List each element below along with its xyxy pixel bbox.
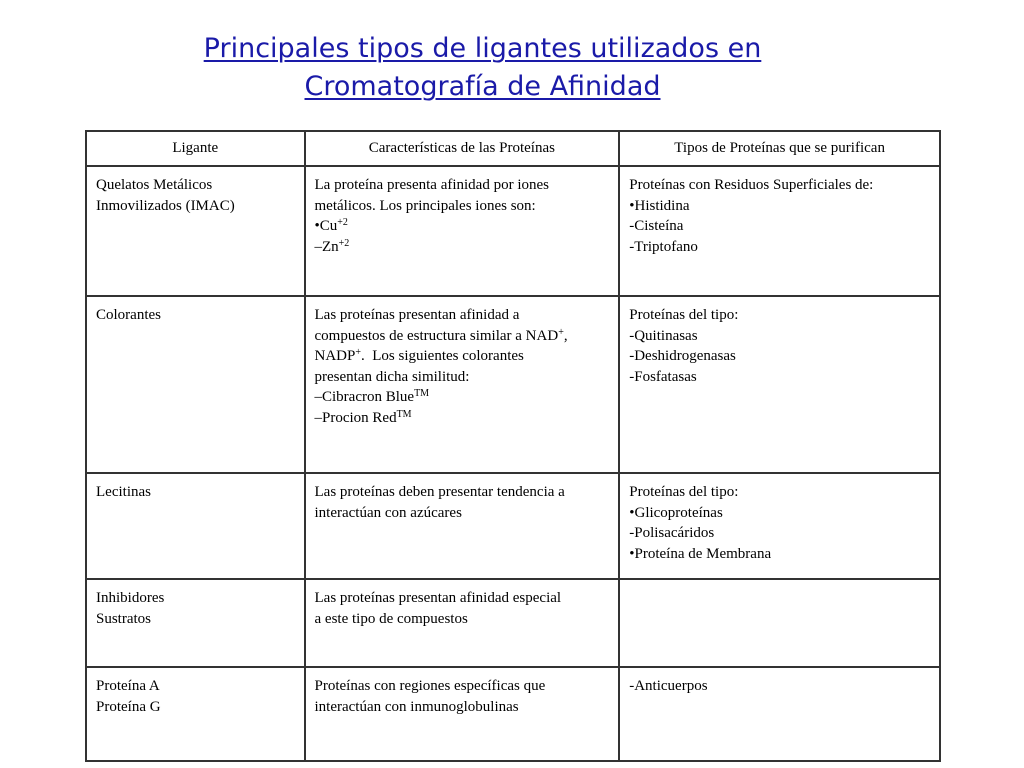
- cell-line: Proteínas con Residuos Superficiales de:: [629, 177, 874, 193]
- title-line-1: Principales tipos de ligantes utilizados en: [203, 33, 762, 64]
- ion-item: [315, 216, 610, 237]
- dye-name: –Cibracron Blue: [314, 389, 415, 405]
- cell-line: -Deshidrogenasas: [629, 348, 736, 364]
- cell-line: Proteínas del tipo:: [629, 484, 739, 500]
- cell-line: metálicos. Los principales iones son:: [314, 197, 536, 214]
- dye-item: [315, 387, 610, 408]
- cell-line: [315, 346, 610, 367]
- table-row: [86, 667, 940, 761]
- text-fragment: ,: [563, 327, 568, 344]
- table-row: [86, 473, 940, 579]
- cell-ligante: [86, 473, 305, 579]
- text-fragment: NADP: [314, 348, 356, 364]
- cell-line: Inhibidores: [96, 590, 165, 606]
- table-row: [86, 296, 940, 473]
- cell-line: interactúan con azúcares: [314, 504, 462, 521]
- ion-name: –Zn: [314, 238, 339, 255]
- cell-line: -Triptofano: [629, 238, 698, 255]
- cell-tipos-empty: [619, 579, 940, 667]
- cell-caracteristicas: [305, 296, 620, 473]
- ion-charge: +2: [338, 237, 350, 249]
- cell-tipos: [619, 296, 940, 473]
- cell-tipos: [619, 473, 940, 579]
- cell-caracteristicas: [305, 667, 620, 761]
- cell-line: -Polisacáridos: [629, 525, 715, 541]
- cell-line: [315, 326, 610, 347]
- cell-caracteristicas: [305, 166, 620, 296]
- cell-line: •Proteína de Membrana: [629, 545, 772, 562]
- cell-line: Proteína A: [96, 678, 160, 694]
- cell-line: -Anticuerpos: [629, 678, 708, 694]
- cell-line: •Glicoproteínas: [629, 504, 723, 521]
- cell-caracteristicas: [305, 579, 620, 667]
- cell-ligante: [86, 296, 305, 473]
- ion-name: •Cu: [314, 218, 338, 234]
- ligand-table: [85, 130, 941, 762]
- cell-line: Sustratos: [96, 610, 152, 627]
- cell-line: Las proteínas presentan afinidad especial: [314, 590, 562, 606]
- cell-line: Lecitinas: [96, 484, 151, 500]
- cell-line: La proteína presenta afinidad por iones: [314, 177, 549, 193]
- cell-caracteristicas: [305, 473, 620, 579]
- cell-line: presentan dicha similitud:: [314, 368, 470, 385]
- cell-line: a este tipo de compuestos: [314, 610, 468, 627]
- text-fragment: compuestos de estructura similar a NAD: [314, 327, 559, 344]
- superscript: +: [558, 326, 564, 338]
- header-caracteristicas: Características de las Proteínas: [305, 131, 620, 166]
- cell-line: Proteínas con regiones específicas que: [314, 678, 546, 694]
- cell-line: Proteína G: [96, 698, 161, 715]
- cell-line: Las proteínas deben presentar tendencia a: [314, 484, 565, 500]
- trademark: TM: [396, 408, 412, 420]
- text-fragment: . Los siguientes colorantes: [360, 348, 524, 364]
- trademark: TM: [414, 388, 430, 399]
- cell-line: -Quitinasas: [629, 327, 698, 344]
- cell-ligante: [86, 579, 305, 667]
- ion-charge: +2: [337, 217, 348, 228]
- cell-line: Colorantes: [96, 307, 161, 323]
- header-tipos: Tipos de Proteínas que se purifican: [619, 131, 940, 166]
- cell-line: -Cisteína: [629, 218, 684, 234]
- ion-item: [315, 237, 610, 258]
- dye-name: –Procion Red: [314, 409, 397, 426]
- cell-ligante: [86, 166, 305, 296]
- table-row: [86, 166, 940, 296]
- cell-line: •Histidina: [629, 197, 690, 214]
- cell-line: Proteínas del tipo:: [629, 307, 739, 323]
- title-line-2: Cromatografía de Afinidad: [304, 71, 661, 102]
- header-ligante: Ligante: [86, 131, 305, 166]
- table-row: [86, 579, 940, 667]
- cell-line: -Fosfatasas: [629, 368, 697, 385]
- table-header-row: [86, 131, 940, 166]
- cell-line: Quelatos Metálicos: [96, 177, 213, 193]
- cell-tipos: [619, 667, 940, 761]
- cell-line: interactúan con inmunoglobulinas: [314, 698, 519, 715]
- dye-item: [315, 408, 610, 429]
- cell-line: Las proteínas presentan afinidad a: [314, 307, 520, 323]
- cell-ligante: [86, 667, 305, 761]
- cell-tipos: [619, 166, 940, 296]
- superscript: +: [355, 347, 361, 358]
- slide-title: [120, 30, 845, 106]
- cell-line: Inmovilizados (IMAC): [96, 197, 235, 214]
